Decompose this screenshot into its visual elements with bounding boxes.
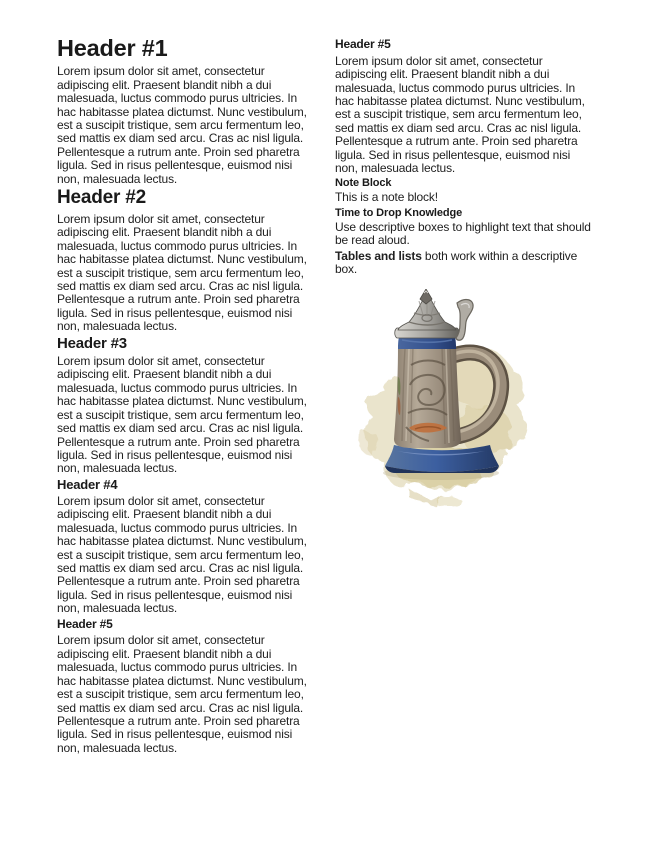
heading-5: Header #5 bbox=[335, 37, 391, 51]
paragraph: Lorem ipsum dolor sit amet, consectetur adipiscing elit. Praesent blandit nibh a dui malesuada, luctus commodo purus ultricies. In hac habitasse platea dictumst. Nunc vestibulum, est a suscipit tristique, sem arcu fermentum leo, sed mattis ex diam sed arcu. Cras ac nisl ligula. Pellentesque a rutrum ante. Proin sed pharetra ligula. Sed in risus pellentesque, euismod nisi non, malesuada lectus. bbox=[57, 211, 307, 334]
tables-and-lists-bold: Tables and lists bbox=[335, 248, 422, 263]
section-header-5-right bbox=[335, 38, 595, 175]
section-header-3 bbox=[57, 336, 312, 476]
lid-thumb-lever bbox=[456, 300, 473, 341]
heading-1: Header #1 bbox=[57, 35, 168, 61]
heading-2: Header #2 bbox=[57, 187, 147, 209]
right-column bbox=[335, 36, 595, 511]
section-header-2 bbox=[57, 188, 312, 334]
beer-stein-watercolor-image bbox=[353, 289, 531, 511]
paragraph: Lorem ipsum dolor sit amet, consectetur adipiscing elit. Praesent blandit nibh a dui malesuada, luctus commodo purus ultricies. In hac habitasse platea dictumst. Nunc vestibulum, est a suscipit tristique, sem arcu fermentum leo, sed mattis ex diam sed arcu. Cras ac nisl ligula. Pellentesque a rutrum ante. Proin sed pharetra ligula. Sed in risus pellentesque, euismod nisi non, malesuada lectus. bbox=[57, 633, 307, 755]
section-header-4 bbox=[57, 478, 312, 616]
knowledge-label: Time to Drop Knowledge bbox=[335, 206, 463, 219]
stein-top-band bbox=[398, 337, 456, 349]
heading-5: Header #5 bbox=[57, 616, 113, 631]
heading-3: Header #3 bbox=[57, 334, 127, 352]
stein-body bbox=[394, 345, 461, 448]
section-header-1 bbox=[57, 36, 312, 186]
heading-4: Header #4 bbox=[57, 476, 118, 492]
note-block-text: This is a note block! bbox=[335, 190, 438, 205]
left-column bbox=[57, 36, 312, 757]
tables-and-lists-rest: both work within a descriptive box. bbox=[335, 248, 578, 277]
paragraph: Lorem ipsum dolor sit amet, consectetur adipiscing elit. Praesent blandit nibh a dui malesuada, luctus commodo purus ultricies. In hac habitasse platea dictumst. Nunc vestibulum, est a suscipit tristique, sem arcu fermentum leo, sed mattis ex diam sed arcu. Cras ac nisl ligula. Pellentesque a rutrum ante. Proin sed pharetra ligula. Sed in risus pellentesque, euismod nisi non, malesuada lectus. bbox=[57, 354, 307, 476]
note-block-label: Note Block bbox=[335, 177, 392, 190]
paragraph: Lorem ipsum dolor sit amet, consectetur adipiscing elit. Praesent blandit nibh a dui malesuada, luctus commodo purus ultricies. In hac habitasse platea dictumst. Nunc vestibulum, est a suscipit tristique, sem arcu fermentum leo, sed mattis ex diam sed arcu. Cras ac nisl ligula. Pellentesque a rutrum ante. Proin sed pharetra ligula. Sed in risus pellentesque, euismod nisi non, malesuada lectus. bbox=[57, 494, 307, 616]
knowledge-text: Use descriptive boxes to highlight text that should be read aloud. bbox=[335, 219, 591, 248]
tables-and-lists-line bbox=[335, 250, 595, 277]
paragraph: Lorem ipsum dolor sit amet, consectetur adipiscing elit. Praesent blandit nibh a dui malesuada, luctus commodo purus ultricies. In hac habitasse platea dictumst. Nunc vestibulum, est a suscipit tristique, sem arcu fermentum leo, sed mattis ex diam sed arcu. Cras ac nisl ligula. Pellentesque a rutrum ante. Proin sed pharetra ligula. Sed in risus pellentesque, euismod nisi non, malesuada lectus. bbox=[335, 53, 585, 176]
stein-lid bbox=[395, 289, 460, 338]
stein-figure bbox=[353, 289, 531, 511]
paragraph: Lorem ipsum dolor sit amet, consectetur adipiscing elit. Praesent blandit nibh a dui malesuada, luctus commodo purus ultricies. In hac habitasse platea dictumst. Nunc vestibulum, est a suscipit tristique, sem arcu fermentum leo, sed mattis ex diam sed arcu. Cras ac nisl ligula. Pellentesque a rutrum ante. Proin sed pharetra ligula. Sed in risus pellentesque, euismod nisi non, malesuada lectus. bbox=[57, 64, 307, 186]
section-header-5-left bbox=[57, 618, 312, 755]
